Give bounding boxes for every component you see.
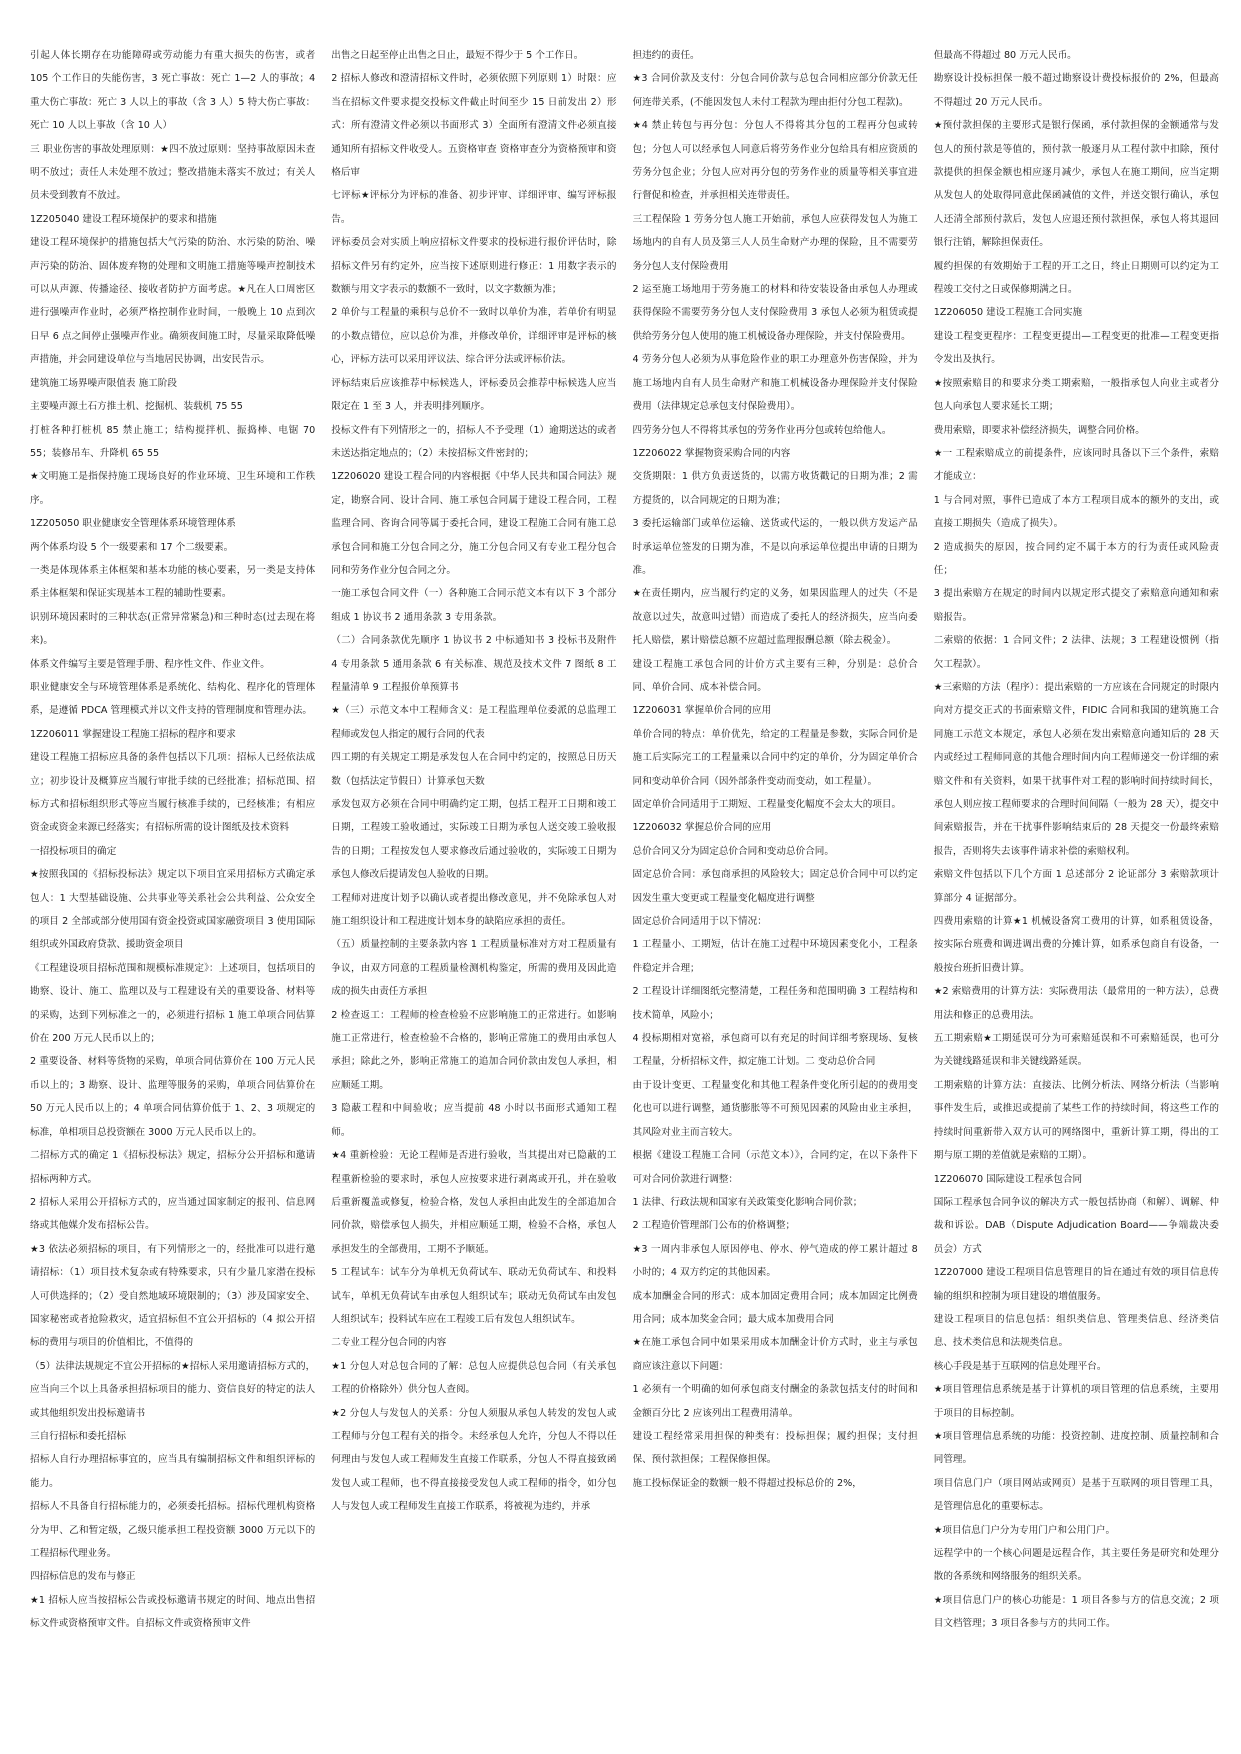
paragraph: 费用索赔，即要求补偿经济损失，调整合同价格。 — [933, 424, 1145, 436]
paragraph: 1Z206050 建设工程施工合同实施 — [933, 307, 1083, 319]
paragraph: ★项目信息门户的核心功能是：1 项目各参与方的信息交流；2 项目文档管理；3 项目各参与方的共同工作。 — [933, 1594, 1219, 1630]
paragraph: 四招标信息的发布与修正 — [30, 1571, 136, 1583]
paragraph: ★3 一周内非承包人原因停电、停水、停气造成的停工累计超过 8 小时的；4 双方约定的其他因素。 — [632, 1243, 918, 1279]
paragraph: ★1 招标人应当按招标公告或投标邀请书规定的时间、地点出售招标文件或资格预审文件。自招标文件或资格预审文件 — [30, 1594, 316, 1630]
paragraph: 1 必须有一个明确的如何承包商支付酬金的条款包括支付的时间和金额百分比 2 应该列出工程费用清单。 — [632, 1384, 918, 1419]
paragraph: 评标委员会对实质上响应招标文件要求的投标进行报价评估时，除招标文件另有约定外，应当按下述原则进行修正：1 用数字表示的数额与用文字表示的数额不一致时，以文字数额为准； — [331, 237, 617, 296]
paragraph: 建设工程施工招标应具备的条件包括以下几项：招标人已经依法成立；初步设计及概算应当履行审批手续的已经批准；招标范围、招标方式和招标组织形式等应当履行核准手续的，已经核准；有相应资金或资金来源已经落实；有招标所需的设计图纸及技术资料 — [30, 752, 316, 834]
paragraph: 评标结束后应该推荐中标候选人，评标委员会推荐中标候选人应当限定在 1 至 3 人，并表明排列顺序。 — [331, 377, 617, 413]
paragraph: 3 提出索赔方在规定的时间内以规定形式提交了索赔意向通知和索赔报告。 — [933, 588, 1219, 623]
paragraph: 履约担保的有效期始于工程的开工之日，终止日期则可以约定为工程竣工交付之日或保修期满之日。 — [933, 260, 1219, 296]
paragraph: 总价合同又分为固定总价合同和变动总价合同。 — [632, 845, 834, 857]
paragraph: 2 招标人采用公开招标方式的，应当通过国家制定的报刊、信息网络或其他媒介发布招标公告。 — [30, 1196, 316, 1232]
paragraph: ★1 分包人对总包合同的了解：总包人应提供总包合同（有关承包工程的价格除外）供分包人查阅。 — [331, 1360, 617, 1396]
paragraph: 一施工承包合同文件（一）各种施工合同示范文本有以下 3 个部分组成 1 协议书 2 通用条款 3 专用条款。 — [331, 588, 617, 623]
paragraph: 1Z206031 掌握单价合同的应用 — [632, 705, 772, 717]
paragraph: 四劳务分包人不得将其承包的劳务作业再分包或转包给他人。 — [632, 424, 892, 436]
paragraph: 打桩各种打桩机 85 禁止施工；结构搅拌机、振捣棒、电锯 70 55；装修吊车、升降机 65 55 — [30, 424, 316, 459]
paragraph: 交货期限：1 供方负责送货的，以需方收货戳记的日期为准；2 需方提货的，以合同规定的日期为准； — [632, 471, 918, 506]
paragraph: 但最高不得超过 80 万元人民币。 — [933, 50, 1077, 61]
paragraph: 2 招标人修改和澄清招标文件时，必须依照下列原则 1）时限：应当在招标文件要求提交投标文件截止时间至少 15 日前发出 2）形式：所有澄清文件必须以书面形式 3）全面所有澄清文件必须直接通知所有招标文件收受人。五资格审查 资格审查分为资格预审和资格后审 — [331, 73, 617, 179]
paragraph: 投标文件有下列情形之一的，招标人不予受理（1）逾期送达的或者未送达指定地点的；（2）未按招标文件密封的； — [331, 424, 617, 459]
paragraph: 1Z206020 建设工程合同的内容根据《中华人民共和国合同法》规定，勘察合同、设计合同、施工承包合同属于建设工程合同，工程监理合同、咨询合同等属于委托合同，建设工程施工合同有施工总承包合同和施工分包合同之分，施工分包合同又有专业工程分包合同和劳务作业分包合同之分。 — [331, 471, 617, 576]
paragraph: ★预付款担保的主要形式是银行保函，承付款担保的金额通常与发包人的预付款是等值的，预付款一般逐月从工程付款中扣除，预付款提供的担保金额也相应逐月减少，承包人在施工期间，应当定期从发包人的处取得同意此保函减值的文件，并送交银行确认，承包人还清全部预付款后，发包人应退还预付款担保，承包人将其退回银行注销，解除担保责任。 — [933, 120, 1219, 249]
paragraph: 1 与合同对照，事件已造成了本方工程项目成本的额外的支出，或直接工期损失（造成了损失）。 — [933, 494, 1219, 530]
paragraph: 三 职业伤害的事故处理原则：★四不放过原则：坚持事故原因未查明不放过；责任人未处理不放过；整改措施未落实不放过；有关人员未受到教育不放过。 — [30, 143, 316, 202]
paragraph: 索赔文件包括以下几个方面 1 总述部分 2 论证部分 3 索赔款项计算部分 4 证据部分。 — [933, 869, 1219, 904]
paragraph: ★文明施工是指保持施工现场良好的作业环境、卫生环境和工作秩序。 — [30, 471, 316, 506]
paragraph: 招标人自行办理招标事宜的，应当具有编制招标文件和组织评标的能力。 — [30, 1454, 316, 1489]
paragraph: 三工程保险 1 劳务分包人施工开始前，承包人应获得发包人为施工场地内的自有人员及第三人人员生命财产办理的保险，且不需要劳务分包人支付保险费用 — [632, 213, 918, 272]
paragraph: 5 工程试车：试车分为单机无负荷试车、联动无负荷试车、和投料试车，单机无负荷试车由承包人组织试车；联动无负荷试车由发包人组织试车；投料试车应在工程竣工后有发包人组织试车。 — [331, 1267, 617, 1325]
paragraph: 建设工程施工承包合同的计价方式主要有三种，分别是：总价合同、单价合同、成本补偿合同。 — [632, 658, 918, 693]
paragraph: 2 工程设计详细图纸完整清楚，工程任务和范围明确 3 工程结构和技术简单，风险小； — [632, 986, 918, 1021]
paragraph: 工期索赔的计算方法：直接法、比例分析法、网络分析法（当影响事件发生后，或推迟或提前了某些工作的持续时间，将这些工作的持续时间重新带入双方认可的网络图中，重新计算工期，得出的工期与原工期的差值就是索赔的工期）。 — [933, 1079, 1219, 1162]
paragraph: 1Z207000 建设工程项目信息管理目的旨在通过有效的项目信息传输的组织和控制为项目建设的增值服务。 — [933, 1267, 1219, 1302]
paragraph: ★4 禁止转包与再分包：分包人不得将其分包的工程再分包或转包；分包人可以经承包人同意后将劳务作业分包给具有相应资质的劳务分包企业；分包人应对再分包的劳务作业的质量等相关事宜进行督促和检查，并承担相关连带责任。 — [632, 120, 918, 202]
paragraph: 单价合同的特点：单价优先，给定的工程量是参数，实际合同价是施工后实际完工的工程量乘以合同中约定的单价，分为固定单价合同和变动单价合同（因外部条件变动而变动，如工程量）。 — [632, 728, 918, 787]
paragraph: 项目信息门户（项目网站或网页）是基于互联网的项目管理工具，是管理信息化的重要标志。 — [933, 1477, 1219, 1513]
paragraph: 1Z206070 国际建设工程承包合同 — [933, 1173, 1083, 1185]
paragraph: 施工投标保证金的数额一般不得超过投标总价的 2%， — [632, 1477, 862, 1489]
paragraph: 2 检查返工：工程师的检查检验不应影响施工的正常进行。如影响施工正常进行，检查检验不合格的，影响正常施工的费用由承包人承担；除此之外，影响正常施工的追加合同价款由发包人承担，相应顺延工期。 — [331, 1009, 617, 1091]
paragraph: ★按照索赔目的和要求分类工期索赔，一般指承包人向业主或者分包人向承包人要求延长工期； — [933, 377, 1219, 413]
paragraph: ★项目管理信息系统的功能：投资控制、进度控制、质量控制和合同管理。 — [933, 1430, 1219, 1466]
paragraph: 3 隐蔽工程和中间验收；应当提前 48 小时以书面形式通知工程师。 — [331, 1103, 617, 1138]
paragraph: 2 运至施工场地用于劳务施工的材料和待安装设备由承包人办理或获得保险不需要劳务分包人支付保险费用 3 承包人必须为租赁或提供给劳务分包人使用的施工机械设备办理保险，并支付保险费用。 — [632, 284, 918, 342]
paragraph: 一类是体现体系主体框架和基本功能的核心要素，另一类是支持体系主体框架和保证实现基本工程的辅助性要素。 — [30, 564, 316, 600]
paragraph: 由于设计变更、工程量变化和其他工程条件变化所引起的的费用变化也可以进行调整，通货膨胀等不可预见因素的风险由业主承担，其风险对业主而言较大。 — [632, 1079, 918, 1138]
paragraph: 1Z205050 职业健康安全管理体系环境管理体系 — [30, 518, 236, 530]
paragraph: （5）法律法规规定不宜公开招标的★招标人采用邀请招标方式的，应当向三个以上具备承担招标项目的能力、资信良好的特定的法人或其他组织发出投标邀请书 — [30, 1360, 316, 1419]
paragraph: ★3 依法必须招标的项目，有下列情形之一的，经批准可以进行邀请招标：（1）项目技术复杂或有特殊要求，只有少量几家潜在投标人可供选择的；（2）受自然地域环境限制的；（3）涉及国家安全、国家秘密或者抢险救灾，适宜招标但不宜公开招标的（4 拟公开招标的费用与项目的价值相比，不值得的 — [30, 1243, 316, 1349]
paragraph: ★三索赔的方法（程序）：提出索赔的一方应该在合同规定的时限内向对方提交正式的书面索赔文件，FIDIC 合同和我国的建筑施工合同施工示范文本规定，承包人必须在发出索赔意向通知后的 28 天内或经过工程师同意的其他合理时间内向工程师递交一份详细的索赔文件和有关资料，如果干扰事件对工程的影响时间持续时间长，承包人则应按工程师要求的合理时间间隔（一般为 28 天），提交中间索赔报告，并在干扰事件影响结束后的 28 天提交一份最终索赔报告，否则将失去该事件请求补偿的索赔权利。 — [933, 681, 1219, 857]
paragraph: 四工期的有关规定工期是承发包人在合同中约定的，按照总日历天数（包括法定节假日）计算承包天数 — [331, 752, 617, 787]
paragraph: ★2 索赔费用的计算方法：实际费用法（最常用的一种方法），总费用法和修正的总费用法。 — [933, 986, 1219, 1021]
paragraph: 建设工程经常采用担保的种类有：投标担保；履约担保；支付担保、预付款担保；工程保修担保。 — [632, 1430, 918, 1466]
paragraph: ★（三）示范文本中工程师含义：是工程监理单位委派的总监理工程师或发包人指定的履行合同的代表 — [331, 705, 617, 740]
paragraph: 建设工程环境保护的措施包括大气污染的防治、水污染的防治、噪声污染的防治、固体废弃物的处理和文明施工措施等噪声控制技术可以从声源、传播途径、接收者防护方面考虑。★凡在人口周密区进行强噪声作业时，必须严格控制作业时间，一般晚上 10 点到次日早 6 点之间停止强噪声作业。确须夜间施工时，尽量采取降低噪声措施，并会同建设单位与当地居民协调，出安民告示。 — [30, 237, 316, 366]
paragraph: ★在责任期内，应当履行约定的义务，如果因监理人的过失（不是故意以过失，故意叫过错）而造成了委托人的经济损失，应当向委托人赔偿，累计赔偿总额不应超过监理报酬总额（除去税金）。 — [632, 588, 918, 647]
paragraph: 四费用索赔的计算★1 机械设备窝工费用的计算，如系租赁设备，按实际台班费和调进调出费的分摊计算，如系承包商自有设备，一般按台班折旧费计算。 — [933, 916, 1219, 974]
paragraph: 七评标★评标分为评标的准备、初步评审、详细评审、编写评标报告。 — [331, 190, 617, 225]
paragraph: 职业健康安全与环境管理体系是系统化、结构化、程序化的管理体系，是遵循 PDCA 管理模式并以文件支持的管理制度和管理办法。 — [30, 681, 316, 717]
paragraph: ★在施工承包合同中如果采用成本加酬金计价方式时，业主与承包商应该注意以下问题： — [632, 1337, 918, 1372]
paragraph: 2 工程造价管理部门公布的价格调整； — [632, 1220, 796, 1232]
paragraph: 《工程建设项目招标范围和规模标准规定》：上述项目，包括项目的勘察、设计、施工、监理以及与工程建设有关的重要设备、材料等的采购，达到下列标准之一的，必须进行招标 1 施工单项合同估算价在 200 万元人民币以上的； — [30, 962, 316, 1045]
paragraph: 引起人体长期存在功能障碍或劳动能力有重大损失的伤害，或者 105 个工作日的失能伤害，3 死亡事故：死亡 1—2 人的事故；4 重大伤亡事故：死亡 3 人以上的事故（含 3 人）5 特大伤亡事故：死亡 10 人以上事故（含 10 人） — [30, 50, 316, 132]
paragraph: 识别环境因素时的三种状态(正常异常紧急)和三种时态(过去现在将来)。 — [30, 611, 316, 647]
paragraph: 4 投标期相对宽裕，承包商可以有充足的时间详细考察现场、复核工程量，分析招标文件，拟定施工计划。二 变动总价合同 — [632, 1033, 918, 1068]
paragraph: 成本加酬金合同的形式：成本加固定费用合同；成本加固定比例费用合同；成本加奖金合同；最大成本加费用合同 — [632, 1290, 918, 1325]
paragraph: 建设工程项目的信息包括：组织类信息、管理类信息、经济类信息、技术类信息和法规类信息。 — [933, 1313, 1219, 1349]
paragraph: 固定总价合同适用于以下情况： — [632, 916, 767, 928]
paragraph: 1 工程量小、工期短，估计在施工过程中环境因素变化小，工程条件稳定并合理； — [632, 939, 918, 974]
paragraph: 3 委托运输部门或单位运输、送货或代运的，一般以供方发运产品时承运单位签发的日期为准，不是以向承运单位提出申请的日期为准。 — [632, 518, 918, 576]
paragraph: ★2 分包人与发包人的关系：分包人须服从承包人转发的发包人或工程师与分包工程有关的指令。未经承包人允许，分包人不得以任何理由与发包人或工程师发生直接工作联系，分包人不得直接致函发包人或工程师，也不得直接接受发包人或工程师的指令，如分包人与发包人或工程师发生直接工作联系，将被视为违约，并承 — [331, 1407, 617, 1513]
paragraph: ★一 工程索赔成立的前提条件，应该同时具备以下三个条件，索赔才能成立： — [933, 447, 1219, 483]
paragraph: 2 造成损失的原因，按合同约定不属于本方的行为责任或风险责任； — [933, 541, 1219, 576]
paragraph: 三自行招标和委托招标 — [30, 1430, 126, 1442]
paragraph: 两个体系均设 5 个一级要素和 17 个二级要素。 — [30, 541, 234, 553]
paragraph: （五）质量控制的主要条款内容 1 工程质量标准对方对工程质量有争议，由双方同意的工程质量检测机构鉴定，所需的费用及因此造成的损失由责任方承担 — [331, 939, 617, 998]
paragraph: ★4 重新检验：无论工程师是否进行验收，当其提出对已隐蔽的工程重新检验的要求时，承包人应按要求进行剥离或开孔，并在验收后重新覆盖或修复，检验合格，发包人承担由此发生的全部追加合同价款，赔偿承包人损失，并相应顺延工期，检验不合格，承包人承担发生的全部费用，工期不予顺延。 — [331, 1150, 617, 1255]
paragraph: 1Z206032 掌握总价合同的应用 — [632, 822, 772, 834]
text-column-3 — [633, 44, 918, 1754]
paragraph: ★项目信息门户分为专用门户和公用门户。 — [933, 1524, 1116, 1536]
paragraph: 1Z206022 掌握物资采购合同的内容 — [632, 447, 791, 459]
paragraph: 固定总价合同：承包商承担的风险较大；固定总价合同中可以约定因发生重大变更或工程量变化幅度进行调整 — [632, 869, 918, 904]
paragraph: 远程学中的一个核心问题是远程合作，其主要任务是研究和处理分散的各系统和网络服务的组织关系。 — [933, 1548, 1219, 1583]
paragraph: 担违约的责任。 — [632, 50, 700, 61]
paragraph: 4 劳务分包人必须为从事危险作业的职工办理意外伤害保险，并为施工场地内自有人员生命财产和施工机械设备办理保险并支付保险费用（法律规定总承包支付保险费用）。 — [632, 354, 918, 413]
paragraph: 2 重要设备、材料等货物的采购，单项合同估算价在 100 万元人民币以上的；3 勘察、设计、监理等服务的采购，单项合同估算价在 50 万元人民币以上的；4 单项合同估算价低于 1、2、3 项规定的标准，单相项目总投资额在 3000 万元人民币以上的。 — [30, 1056, 316, 1138]
paragraph: 国际工程承包合同争议的解决方式一般包括协商（和解）、调解、仲裁和诉讼。DAB（Dispute Adjudication Board——争端裁决委员会）方式 — [933, 1196, 1219, 1255]
text-column-4 — [934, 44, 1219, 1754]
paragraph: ★项目管理信息系统是基于计算机的项目管理的信息系统，主要用于项目的目标控制。 — [933, 1384, 1219, 1419]
paragraph: 二专业工程分包合同的内容 — [331, 1337, 447, 1349]
text-column-2 — [331, 44, 616, 1754]
paragraph: 根据《建设工程施工合同（示范文本）》，合同约定，在以下条件下可对合同价款进行调整： — [632, 1150, 918, 1185]
paragraph: 工程师对进度计划予以确认或者提出修改意见，并不免除承包人对施工组织设计和工程进度计划本身的缺陷应承担的责任。 — [331, 892, 617, 928]
paragraph: 主要噪声源土石方推土机、挖掘机、装载机 75 55 — [30, 401, 243, 413]
paragraph: 一招投标项目的确定 — [30, 845, 117, 857]
paragraph: 2 单价与工程量的乘积与总价不一致时以单价为准，若单价有明显的小数点错位，应以总价为准，并修改单价，详细评审是评标的核心，评标方法可以采用评议法、综合评分法或评标价法。 — [331, 307, 617, 366]
paragraph: 建设工程变更程序：工程变更提出—工程变更的批准—工程变更指令发出及执行。 — [933, 330, 1219, 366]
paragraph: （二）合同条款优先顺序 1 协议书 2 中标通知书 3 投标书及附件 4 专用条款 5 通用条款 6 有关标准、规范及技术文件 7 图纸 8 工程量清单 9 工程报价单预算书 — [331, 635, 617, 693]
paragraph: 1Z206011 掌握建设工程施工招标的程序和要求 — [30, 728, 236, 740]
paragraph: 核心手段是基于互联网的信息处理平台。 — [933, 1360, 1107, 1372]
paragraph: 体系文件编写主要是管理手册、程序性文件、作业文件。 — [30, 658, 270, 670]
paragraph: 固定单价合同适用于工期短、工程量变化幅度不会太大的项目。 — [632, 799, 902, 810]
paragraph: 出售之日起至停止出售之日止，最短不得少于 5 个工作日。 — [331, 50, 584, 61]
paragraph: 建筑施工场界噪声限值表 施工阶段 — [30, 377, 177, 389]
paragraph: 承发包双方必须在合同中明确约定工期，包括工程开工日期和竣工日期，工程竣工验收通过，实际竣工日期为承包人送交竣工验收报告的日期；工程按发包人要求修改后通过验收的，实际竣工日期为承包人修改后提请发包人验收的日期。 — [331, 799, 617, 881]
text-column-1 — [30, 44, 315, 1754]
paragraph: 1Z205040 建设工程环境保护的要求和措施 — [30, 213, 217, 225]
paragraph: 1 法律、行政法规和国家有关政策变化影响合同价款； — [632, 1196, 863, 1208]
paragraph: ★按照我国的《招标投标法》规定以下项目宜采用招标方式确定承包人：1 大型基础设施、公共事业等关系社会公共利益、公众安全的项目 2 全部或部分使用国有资金投资或国家融资项目 3 使用国际组织或外国政府贷款、援助资金项目 — [30, 869, 316, 951]
paragraph: 二索赔的依据：1 合同文件；2 法律、法规；3 工程建设惯例（指欠工程款）。 — [933, 635, 1219, 670]
paragraph: 五工期索赔★工期延误可分为可索赔延误和不可索赔延误，也可分为关键线路延误和非关键线路延误。 — [933, 1033, 1219, 1068]
paragraph: 招标人不具备自行招标能力的，必须委托招标。招标代理机构资格分为甲、乙和暂定级，乙级只能承担工程投资额 3000 万元以下的工程招标代理业务。 — [30, 1501, 316, 1559]
paragraph: ★3 合同价款及支付：分包合同价款与总包合同相应部分价款无任何连带关系，(不能因发包人未付工程款为理由拒付分包工程款)。 — [632, 73, 918, 108]
paragraph: 二招标方式的确定 1《招标投标法》规定，招标分公开招标和邀请招标两种方式。 — [30, 1150, 316, 1185]
paragraph: 勘察设计投标担保一般不超过勘察设计费投标报价的 2%，但最高不得超过 20 万元人民币。 — [933, 73, 1219, 108]
